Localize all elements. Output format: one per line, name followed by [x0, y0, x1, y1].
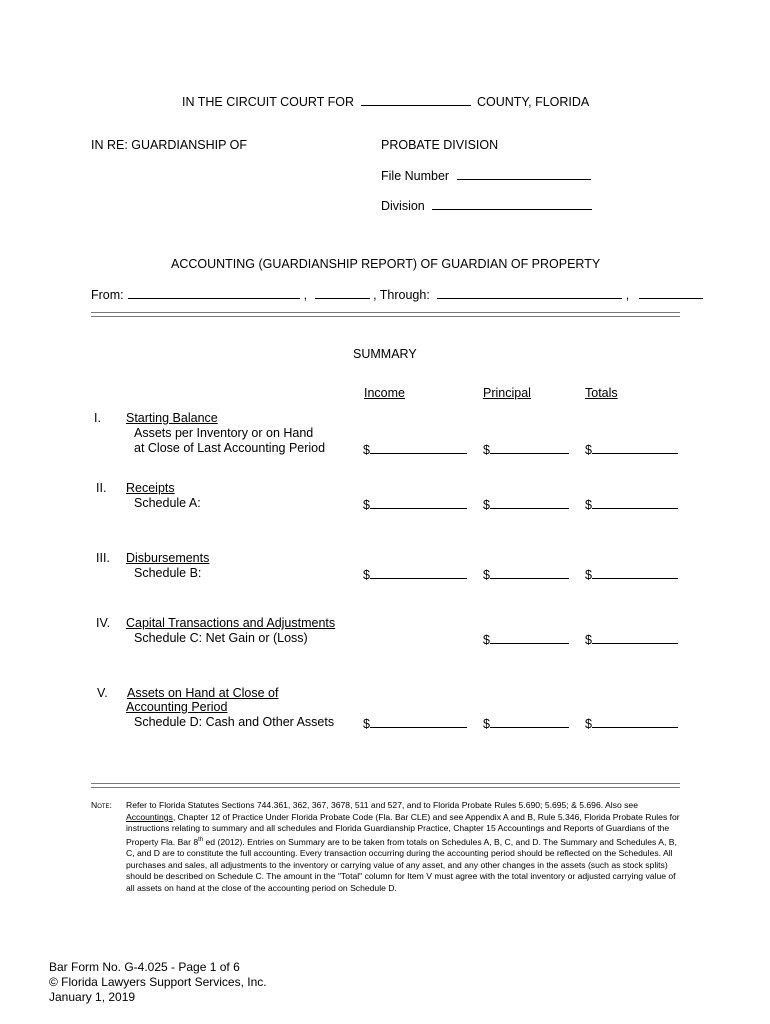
court-prefix: IN THE CIRCUIT COURT FOR [182, 95, 355, 109]
column-principal: Principal [483, 386, 531, 400]
note-link-accountings: Accountings [126, 811, 173, 822]
dollar-sign: $ [483, 443, 490, 457]
division-label: Division [381, 199, 425, 213]
through-date-blank[interactable] [437, 287, 622, 299]
comma-1: , [303, 288, 308, 302]
file-number-row [381, 168, 591, 183]
receipts-principal-field[interactable] [483, 496, 569, 512]
court-suffix: COUNTY, FLORIDA [476, 95, 590, 109]
section-numeral: III. [96, 551, 110, 565]
dollar-sign: $ [483, 717, 490, 731]
through-label: , Through: [373, 288, 430, 302]
note-label: Note: [91, 800, 112, 810]
section-line: Schedule A: [134, 496, 201, 510]
footer-copyright: © Florida Lawyers Support Services, Inc. [49, 975, 267, 989]
in-re-label: IN RE: GUARDIANSHIP OF [91, 138, 248, 152]
dollar-sign: $ [483, 633, 490, 647]
column-income: Income [364, 386, 405, 400]
assets-principal-field[interactable] [483, 715, 569, 731]
assets-income-field[interactable] [363, 715, 467, 731]
section-title-receipts: Receipts [126, 481, 175, 495]
column-totals: Totals [585, 386, 618, 400]
assets-totals-field[interactable] [585, 715, 678, 731]
dollar-sign: $ [363, 717, 370, 731]
section-numeral: IV. [96, 616, 111, 630]
section-line: Schedule B: [134, 566, 202, 580]
court-heading [182, 94, 589, 109]
amount-blank[interactable] [592, 441, 678, 454]
starting-income-field[interactable] [363, 441, 467, 457]
comma-2: , [625, 288, 630, 302]
disbursements-totals-field[interactable] [585, 566, 678, 582]
section-title-starting-balance: Starting Balance [126, 411, 218, 425]
amount-blank[interactable] [490, 441, 569, 454]
amount-blank[interactable] [592, 566, 678, 579]
dollar-sign: $ [363, 568, 370, 582]
footer-form-number: Bar Form No. G-4.025 - Page 1 of 6 [49, 960, 240, 974]
dollar-sign: $ [585, 717, 592, 731]
receipts-totals-field[interactable] [585, 496, 678, 512]
starting-principal-field[interactable] [483, 441, 569, 457]
period-row [91, 287, 703, 302]
section-numeral: II. [96, 481, 107, 495]
dollar-sign: $ [483, 498, 490, 512]
amount-blank[interactable] [592, 715, 678, 728]
note-text-part: ed (2012). Entries on Summary are to be taken from totals on Schedules A, B, C, and D. The Summary and Schedules A, B, C, and D are to constitute the full accounting. Every transaction occurring during the accounting period should be reflected on the Schedules. All purchases and sales, all adjustments to the inventory or carrying value of any asset, and any other changes in the assets (such as stock splits) should be described on Schedule C. The amount in the "Total" column for Item V must agree with the total inventory or adjusted carrying value of all assets on hand at the close of the accounting period on Schedule D. [126, 836, 677, 894]
division-blank[interactable] [432, 198, 592, 210]
top-divider [91, 312, 680, 317]
receipts-income-field[interactable] [363, 496, 467, 512]
division-row [381, 198, 592, 213]
amount-blank[interactable] [370, 566, 467, 579]
amount-blank[interactable] [490, 715, 569, 728]
section-title-capital-transactions: Capital Transactions and Adjustments [126, 616, 336, 630]
bottom-divider [91, 783, 680, 788]
note-superscript: th [198, 836, 204, 843]
section-title-assets-on-hand: Assets on Hand at Close of [127, 686, 279, 700]
capital-principal-field[interactable] [483, 631, 569, 647]
dollar-sign: $ [585, 633, 592, 647]
section-line: Schedule D: Cash and Other Assets [134, 715, 335, 729]
note-text-part: Refer to Florida Statutes Sections 744.361, 362, 367, 3678, 511 and 527, and to Florida Probate Rules 5.690; 5.695; & 5.696. Also see [126, 800, 638, 810]
amount-blank[interactable] [370, 715, 467, 728]
dollar-sign: $ [585, 568, 592, 582]
dollar-sign: $ [363, 498, 370, 512]
amount-blank[interactable] [370, 441, 467, 454]
amount-blank[interactable] [592, 496, 678, 509]
page-title: ACCOUNTING (GUARDIANSHIP REPORT) OF GUARDIAN OF PROPERTY [171, 257, 601, 271]
file-number-blank[interactable] [457, 168, 591, 180]
section-line: Schedule C: Net Gain or (Loss) [134, 631, 308, 645]
section-title-accounting-period: Accounting Period [126, 700, 228, 714]
probate-division-label: PROBATE DIVISION [381, 138, 499, 152]
from-year-blank[interactable] [315, 287, 370, 299]
starting-totals-field[interactable] [585, 441, 678, 457]
section-title-disbursements: Disbursements [126, 551, 210, 565]
form-footer [49, 960, 267, 1005]
amount-blank[interactable] [490, 496, 569, 509]
amount-blank[interactable] [370, 496, 467, 509]
disbursements-principal-field[interactable] [483, 566, 569, 582]
footer-date: January 1, 2019 [49, 990, 136, 1004]
section-line: at Close of Last Accounting Period [134, 441, 326, 455]
disbursements-income-field[interactable] [363, 566, 467, 582]
note-text-part: , Chapter 12 of Practice Under Florida Probate Code (Fla. Bar CLE) and see Appendix A and B, Rule 5.346, Florida Probate Rules for instructions relating to summary and all schedules and Florida Guardianship Practice, Chapter 15 Accountings and Reports of Guardians of the Property Fla. Bar 8 [126, 811, 680, 847]
section-numeral: V. [97, 686, 108, 700]
dollar-sign: $ [363, 443, 370, 457]
file-number-label: File Number [381, 169, 450, 183]
dollar-sign: $ [585, 443, 592, 457]
section-numeral: I. [94, 411, 101, 425]
note-text [126, 800, 682, 895]
amount-blank[interactable] [490, 631, 569, 644]
from-label: From: [91, 288, 124, 302]
from-date-blank[interactable] [128, 287, 300, 299]
summary-heading: SUMMARY [353, 347, 417, 361]
through-year-blank[interactable] [639, 287, 703, 299]
capital-totals-field[interactable] [585, 631, 678, 647]
section-line: Assets per Inventory or on Hand [134, 426, 314, 440]
county-blank[interactable] [361, 94, 471, 106]
dollar-sign: $ [483, 568, 490, 582]
amount-blank[interactable] [490, 566, 569, 579]
amount-blank[interactable] [592, 631, 678, 644]
dollar-sign: $ [585, 498, 592, 512]
